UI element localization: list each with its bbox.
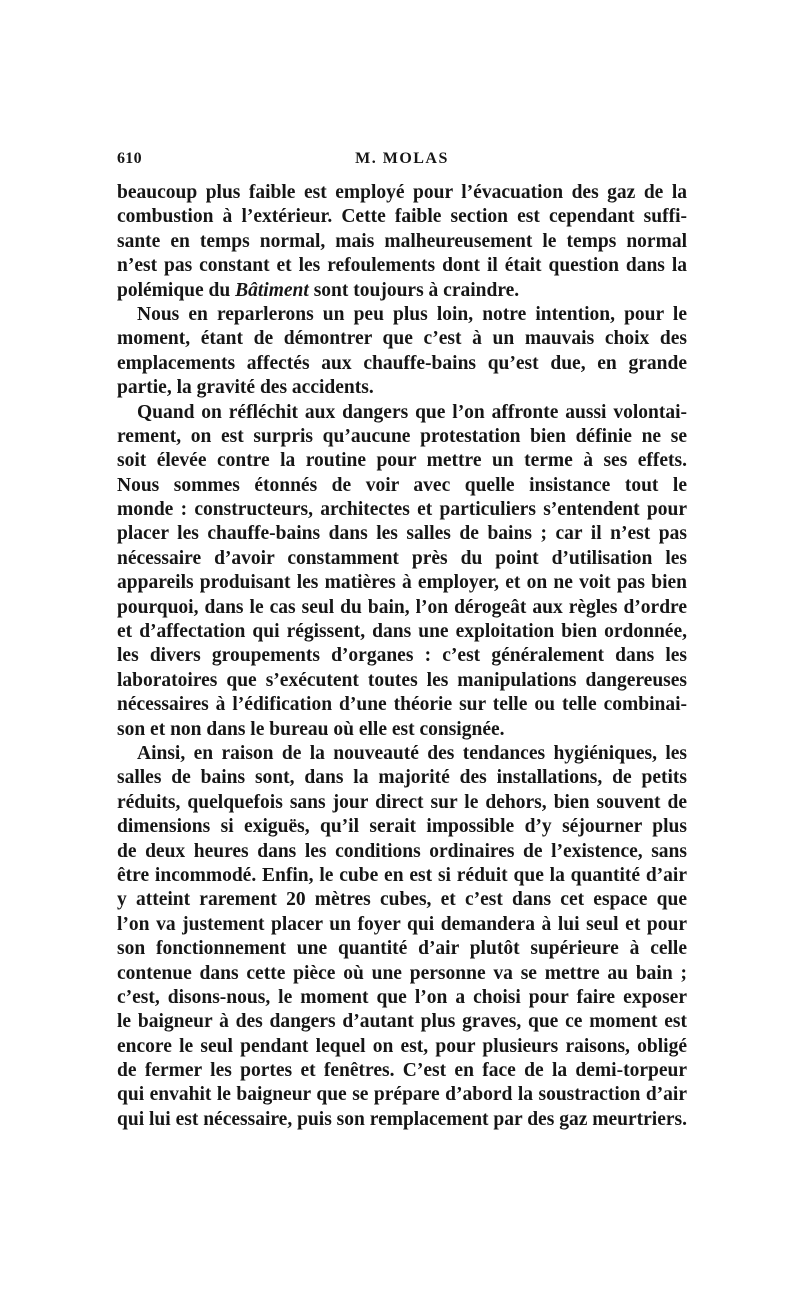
page-number: 610 [117, 150, 142, 167]
text-line: être incommodé. Enfin, le cube en est si réduit que la quantité d’air [117, 864, 687, 886]
text-line: Quand on réfléchit aux dangers que l’on affronte aussi volontai- [137, 401, 687, 423]
text-line: réduits, quelquefois sans jour direct sur le dehors, bien souvent de [117, 791, 687, 813]
text-line: Nous sommes étonnés de voir avec quelle insistance tout le [117, 474, 687, 496]
text-segment: sont toujours à craindre. [313, 279, 520, 301]
text-line: beaucoup plus faible est employé pour l’évacuation des gaz de la [117, 182, 687, 203]
text-line: partie, la gravité des accidents. [117, 377, 374, 399]
text-segment: polémique du [117, 279, 231, 301]
text-line: c’est, disons-nous, le moment que l’on a choisi pour faire exposer [117, 986, 687, 1008]
text-line: son et non dans le bureau où elle est consignée. [117, 718, 505, 740]
text-line: et d’affectation qui régissent, dans une exploitation bien ordonnée, [117, 621, 687, 643]
journal-title: Bâtiment [235, 279, 309, 301]
text-line: salles de bains sont, dans la majorité des installations, de petits [117, 767, 687, 789]
text-line: soit élevée contre la routine pour mettre un terme à ses effets. [117, 450, 687, 472]
text-line: placer les chauffe-bains dans les salles de bains ; car il n’est pas [117, 523, 687, 545]
text-line: les divers groupements d’organes : c’est généralement dans les [117, 645, 687, 667]
text-line: moment, étant de démontrer que c’est à un mauvais choix des [117, 328, 687, 350]
running-title: M. MOLAS [355, 150, 449, 167]
text-line: nécessaire d’avoir constamment près du point d’utilisation les [117, 547, 687, 569]
text-line: appareils produisant les matières à employer, et on ne voit pas bien [117, 572, 687, 594]
text-line: contenue dans cette pièce où une personne va se mettre au bain ; [117, 962, 687, 984]
text-line: y atteint rarement 20 mètres cubes, et c’est dans cet espace que [117, 889, 687, 911]
text-line: combustion à l’extérieur. Cette faible section est cependant suffi- [117, 206, 687, 228]
text-line: laboratoires que s’exécutent toutes les manipulations dangereuses [117, 669, 687, 691]
text-line: de fermer les portes et fenêtres. C’est en face de la demi-torpeur [117, 1060, 687, 1082]
body-text [117, 181, 687, 1132]
text-line: nécessaires à l’édification d’une théorie sur telle ou telle combinai- [117, 694, 687, 716]
text-line: Ainsi, en raison de la nouveauté des tendances hygiéniques, les [137, 742, 687, 764]
text-line: qui lui est nécessaire, puis son remplacement par des gaz meurtriers. [117, 1108, 687, 1130]
text-line: sante en temps normal, mais malheureusement le temps normal [117, 230, 687, 252]
text-line: n’est pas constant et les refoulements dont il était question dans la [117, 255, 687, 277]
text-line: rement, on est surpris qu’aucune protestation bien définie ne se [117, 425, 687, 447]
text-line: son fonctionnement une quantité d’air plutôt supérieure à celle [117, 938, 687, 960]
text-line: Nous en reparlerons un peu plus loin, notre intention, pour le [137, 303, 687, 325]
text-line: monde : constructeurs, architectes et particuliers s’entendent pour [117, 499, 687, 521]
text-line: pourquoi, dans le cas seul du bain, l’on dérogeât aux règles d’ordre [117, 596, 687, 618]
text-line: de deux heures dans les conditions ordinaires de l’existence, sans [117, 840, 687, 862]
text-line: encore le seul pendant lequel on est, pour plusieurs raisons, obligé [117, 1035, 687, 1057]
text-line: dimensions si exiguës, qu’il serait impossible d’y séjourner plus [117, 816, 687, 838]
text-line: qui envahit le baigneur que se prépare d’abord la soustraction d’air [117, 1084, 687, 1106]
text-line: le baigneur à des dangers d’autant plus graves, que ce moment est [117, 1011, 687, 1033]
text-line: l’on va justement placer un foyer qui demandera à lui seul et pour [117, 913, 687, 935]
text-line [117, 279, 687, 303]
text-line: emplacements affectés aux chauffe-bains qu’est due, en grande [117, 352, 687, 374]
running-head [117, 150, 687, 174]
